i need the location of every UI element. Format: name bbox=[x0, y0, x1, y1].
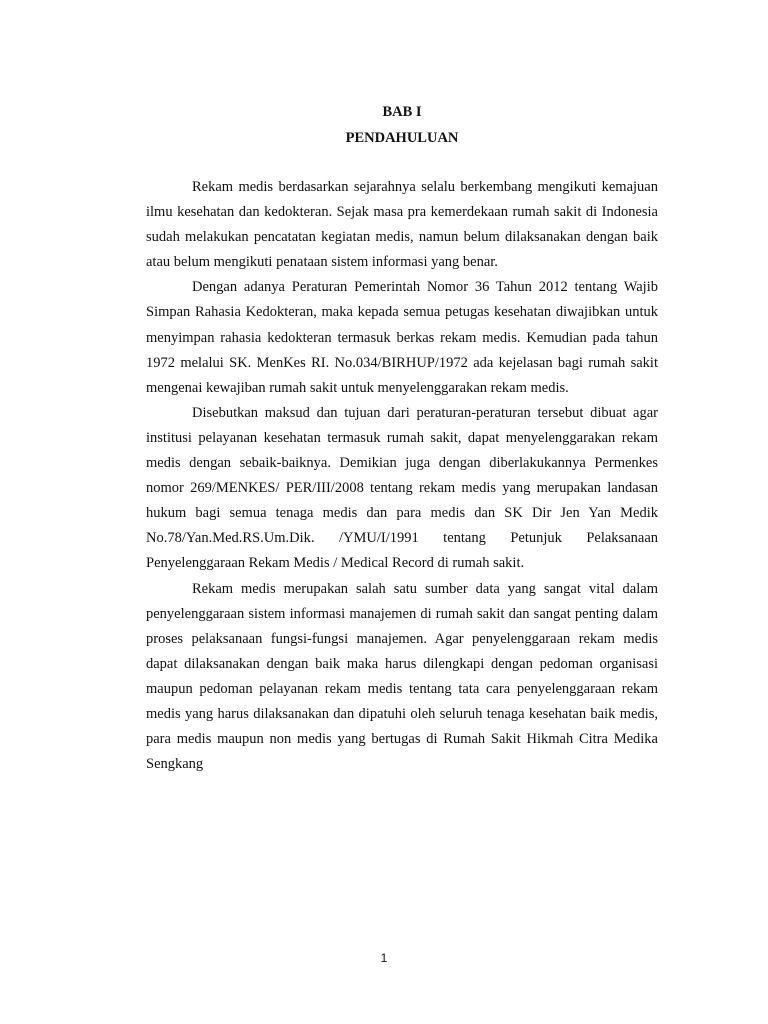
paragraph-3: Disebutkan maksud dan tujuan dari peraturan-peraturan tersebut dibuat agar institusi pelayanan kesehatan termasuk rumah sakit, dapat menyelenggarakan rekam medis dengan sebaik-baiknya. Demikian juga dengan diberlakukannya Permenkes nomor 269/MENKES/ PER/III/2008 tentang rekam medis yang merupakan landasan hukum bagi semua tenaga medis dan para medis dan SK Dir Jen Yan Medik No.78/Yan.Med.RS.Um.Dik. /YMU/I/1991 tentang Petunjuk Pelaksanaan Penyelenggaraan Rekam Medis / Medical Record di rumah sakit. bbox=[146, 404, 658, 572]
paragraph-1: Rekam medis berdasarkan sejarahnya selalu berkembang mengikuti kemajuan ilmu kesehatan dan kedokteran. Sejak masa pra kemerdekaan rumah sakit di Indonesia sudah melakukan pencatatan kegiatan medis, namun belum dilaksanakan dengan baik atau belum mengikuti penataan sistem informasi yang benar. bbox=[146, 179, 658, 271]
body-text bbox=[146, 175, 658, 777]
page-number: 1 bbox=[380, 951, 388, 965]
chapter-title: PENDAHULUAN bbox=[345, 130, 459, 146]
paragraph-4: Rekam medis merupakan salah satu sumber data yang sangat vital dalam penyelenggaraan sistem informasi manajemen di rumah sakit dan sangat penting dalam proses pelaksanaan fungsi-fungsi manajemen. Agar penyelenggaraan rekam medis dapat dilaksanakan dengan baik maka harus dilengkapi dengan pedoman organisasi maupun pedoman pelayanan rekam medis tentang tata cara penyelenggaraan rekam medis yang harus dilaksanakan dan dipatuhi oleh seluruh tenaga kesehatan baik medis, para medis maupun non medis yang bertugas di Rumah Sakit Hikmah Citra Medika Sengkang bbox=[146, 580, 658, 773]
paragraph-2: Dengan adanya Peraturan Pemerintah Nomor 36 Tahun 2012 tentang Wajib Simpan Rahasia Kedokteran, maka kepada semua petugas kesehatan diwajibkan untuk menyimpan rahasia kedokteran termasuk berkas rekam medis. Kemudian pada tahun 1972 melalui SK. MenKes RI. No.034/BIRHUP/1972 ada kejelasan bagi rumah sakit mengenai kewajiban rumah sakit untuk menyelenggarakan rekam medis. bbox=[146, 279, 658, 396]
chapter-heading: BAB I bbox=[382, 104, 422, 120]
